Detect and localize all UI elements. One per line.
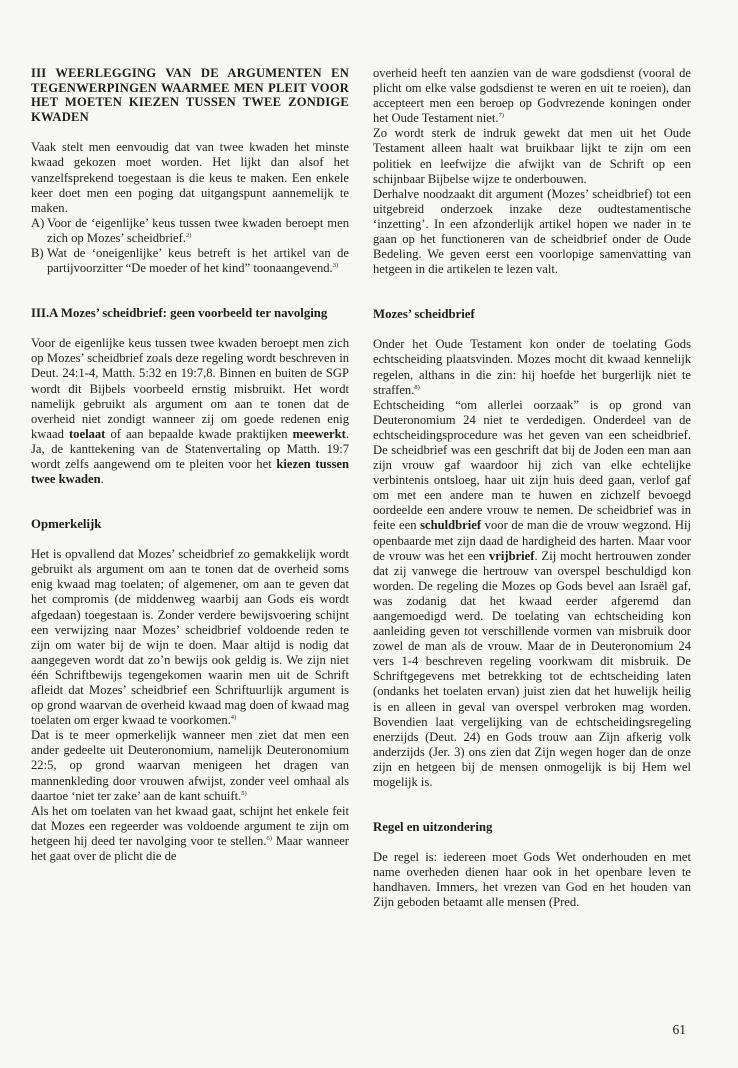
heading-mozes-scheidbrief: Mozes’ scheidbrief [373, 307, 475, 322]
intro-paragraph: Vaak stelt men eenvoudig dat van twee kwaden het minste kwaad gekozen moet worden. Het lijkt dan alsof het vanzelfsprekend toegestaan is die keus te maken. Een enkele keer doet men een poging dat uitgangspunt aannemelijk te maken. [31, 140, 349, 215]
footnote-ref: 2) [185, 231, 192, 239]
footnote-ref: 6) [266, 834, 272, 842]
paragraph: De regel is: iedereen moet Gods Wet onderhouden en met name overheden dienen haar ook in het openbare leven te handhaven. Immers, het vrezen van God en het houden van Zijn geboden betaamt alle mensen (Pred. [373, 850, 691, 910]
paragraph: Echtscheiding “om allerlei oorzaak” is op grond van Deuteronomium 24 niet te verdedigen. Onderdeel van de echtscheidingsprocedure was het geven van een scheidbrief. De scheidbrief was een geschrift dat bij de Joden een man aan zijn vrouw gaf waardoor hij zich van elke echtelijke verbintenis ontsloeg, haar uit zijn huis deed gaan, verlof gaf om met een andere man te huwen en zichzelf bevoegd oordeelde een andere vrouw te nemen. De scheidbrief was in feite een schuldbrief voor de man die de vrouw wegzond. Hij openbaarde met zijn daad de hardigheid des harten. Maar voor de vrouw was het een vrijbrief. Zij mocht hertrouwen zonder dat zij vanwege die hertrouw van overspel beschuldigd kon worden. De regeling die Mozes op Gods bevel aan Israël gaf, was zodanig dat het kwaad eerder afgeremd dan aangemoedigd werd. De toelating van echtscheiding kon aanleiding geven tot verschillende vormen van misbruik door zowel de man als de vrouw. Maar de in Deuteronomium 24 vers 1-4 beschreven regeling voorkwam dit misbruik. De Schriftgegevens met betrekking tot de echtscheiding laten (ondanks het toelaten ervan) juist zien dat het huwelijk heilig is en alleen in geval van overspel verbroken mag worden. Bovendien laat vergelijking van de echtscheidingsregeling enerzijds (Deut. 24) en Gods trouw aan Zijn afkerig volk anderzijds (Jer. 3) ons zien dat Zijn wegen hoger dan de onze zijn en hetgeen bij de mensen onmogelijk is bij Hem wel mogelijk is. [373, 397, 691, 790]
paragraph: overheid heeft ten aanzien van de ware godsdienst (vooral de plicht om elke valse godsdienst te weren en uit te roeien), dan accepteert men een beroep op Godvrezende koningen onder het Oude Testament niet.$^{7)}$ [373, 66, 691, 126]
footnote-ref: 3) [332, 262, 339, 270]
paragraph: Zo wordt sterk de indruk gewekt dat men uit het Oude Testament alleen haalt wat bruikbaar lijkt te zijn om een politiek en leefwijze die afwijkt van de Schrift op een schijnbaar Bijbelse wijze te onderbouwen. [373, 126, 691, 186]
heading-regel-en-uitzondering: Regel en uitzondering [373, 820, 493, 835]
heading-moses-no-example: III.A Mozes’ scheidbrief: geen voorbeeld ter navolging [31, 306, 328, 321]
list-text: Voor de ‘eigenlijke’ keus tussen twee kwaden beroept men zich op Mozes’ scheidbrief. [47, 215, 349, 245]
list-item-a [31, 216, 349, 246]
list-text: Wat de ‘oneigenlijke’ keus betreft is het artikel van de partijvoorzitter “De moeder of het kind” toonaangevend. [47, 246, 349, 276]
right-column [373, 66, 691, 911]
paragraph: Voor de eigenlijke keus tussen twee kwaden beroept men zich op Mozes’ scheidbrief zoals deze regeling wordt beschreven in Deut. 24:1-4, Matth. 5:32 en 19:7,8. Binnen en buiten de SGP wordt dit Bijbels voorbeeld ernstig misbruikt. Het wordt namelijk gebruikt als argument om aan te tonen dat de overheid niet zondigt wanneer zij om goede redenen enig kwaad toelaat of aan bepaalde kwade praktijken meewerkt. Ja, de kanttekening van de Statenvertaling op Matth. 19:7 wordt zelfs aangewend om te pleiten voor het kiezen tussen twee kwaden. [31, 336, 349, 487]
list-label: B) [31, 246, 44, 261]
footnote-ref: 5) [241, 789, 247, 797]
section-title: III WEERLEGGING VAN DE ARGUMENTEN EN TEGENWERPINGEN WAARMEE MEN PLEIT VOOR HET MOETEN KIEZEN TUSSEN TWEE ZONDIGE KWADEN [31, 66, 349, 124]
list-label: A) [31, 215, 45, 230]
left-column [31, 66, 349, 864]
paragraph: Onder het Oude Testament kon onder de toelating Gods echtscheiding plaatsvinden. Mozes mocht dit kwaad kennelijk regelen, althans in die zin: hij hoefde het burgerlijk niet te straffen.$^{8)}$ [373, 337, 691, 397]
footnote-ref: 8) [414, 383, 420, 391]
paragraph: Derhalve noodzaakt dit argument (Mozes’ scheidbrief) tot een uitgebreid onderzoek inzake deze oudtestamentische ‘inzetting’. In een afzonderlijk artikel hopen we nader in te gaan op het functioneren van de scheidbrief onder de Oude Bedeling. We geven eerst een voorlopige samenvatting van hetgeen in die artikelen te lezen valt. [373, 186, 691, 277]
footnote-ref: 7) [498, 112, 504, 120]
page-number: 61 [672, 1022, 686, 1037]
footnote-ref: 4) [230, 714, 237, 722]
paragraph: Als het om toelaten van het kwaad gaat, schijnt het enkele feit dat Mozes een regeerder was voldoende argument te zijn om hetgeen hij deed ter navolging voor te stellen.$^{6)}$ Maar wanneer het gaat over de plicht die de [31, 803, 349, 864]
paragraph: Dat is te meer opmerkelijk wanneer men ziet dat men een ander gedeelte uit Deuteronomium, namelijk Deuteronomium 22:5, op grond waarvan menigeen het dragen van mannenkleding door vrouwen afwijst, zonder veel omhaal als daartoe ‘niet ter zake’ aan de kant schuift.$^{5)}$ [31, 728, 349, 803]
heading-opmerkelijk: Opmerkelijk [31, 517, 102, 532]
list-item-b [31, 246, 349, 276]
paragraph: Het is opvallend dat Mozes’ scheidbrief zo gemakkelijk wordt gebruikt als argument om aan te tonen dat de overheid soms enig kwaad mag toelaten; of algemener, om aan te geven dat het compromis (de middenweg waarbij aan Gods eis wordt afgedaan) toegestaan is. Zonder verdere bewijsvoering schijnt een verwijzing naar Mozes’ scheidbrief voldoende reden te zijn om water bij de wijn te doen. Maar altijd is nodig dat aangegeven wordt dat zo’n bewijs ook geldig is. We zijn niet één Schriftbewijs tegengekomen waarin men uit de Schrift afleidt dat Mozes’ scheidbrief een Schriftuurlijk argument is op grond waarvan de overheid kwaad mag doen of kwaad mag toelaten om erger kwaad te voorkomen.$^{4)}$ [31, 547, 349, 728]
